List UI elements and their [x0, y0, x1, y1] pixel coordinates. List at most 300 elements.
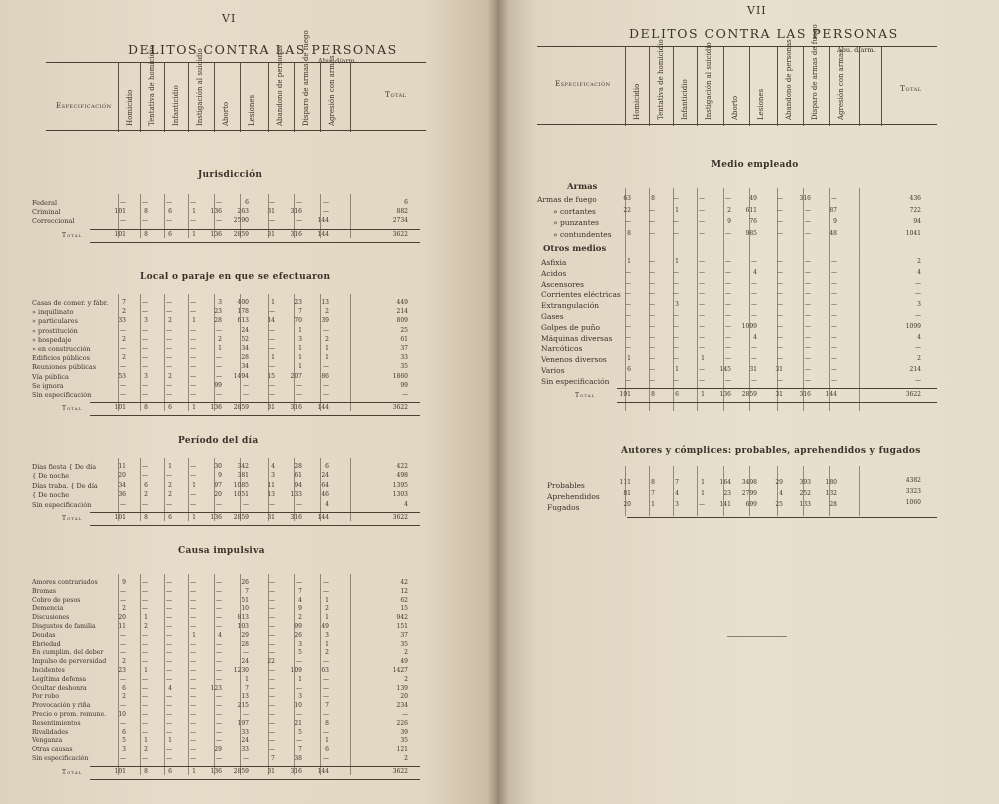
page-number: VII [747, 4, 767, 17]
header-top-rule [537, 46, 937, 47]
table-cell: 3 [218, 299, 222, 306]
table-cell: — [649, 312, 655, 319]
table-cell: — [190, 391, 196, 398]
table-cell: — [142, 702, 148, 710]
table-cell: — [166, 631, 172, 639]
table-cell: 2 [122, 308, 126, 316]
table-cell: 11 [118, 463, 126, 470]
table-cell: — [120, 755, 126, 762]
table-cell: 2 [325, 335, 329, 343]
table-cell: — [699, 376, 705, 384]
row-label: Discusiones [32, 614, 70, 622]
table-cell: — [190, 658, 196, 666]
table-cell: 133 [290, 491, 302, 499]
table-cell: 2 [727, 206, 731, 214]
table-cell: — [216, 391, 222, 398]
table-cell: — [777, 258, 783, 265]
page-title: DELITOS CONTRA LAS PERSONAS [128, 42, 398, 57]
table-cell: 1 [675, 206, 679, 214]
table-cell: 5 [298, 649, 302, 657]
table-cell: 8 [651, 195, 655, 202]
row-label: Provocación y riña [32, 702, 91, 710]
column-divider [164, 294, 165, 411]
table-cell: 9 [833, 218, 837, 225]
table-cell: — [296, 658, 302, 666]
table-cell: 2 [168, 317, 172, 325]
table-cell: — [216, 596, 222, 604]
row-label: Armas de fuego [537, 195, 597, 204]
table-cell: — [649, 333, 655, 341]
table-cell: — [805, 206, 811, 214]
row-total: 6 [404, 199, 408, 206]
table-cell: 1 [627, 355, 631, 363]
table-cell: 141 [719, 501, 731, 508]
end-rule [727, 636, 787, 637]
header-column-label: Lesiones [757, 88, 765, 120]
row-label: Acidos [541, 268, 567, 278]
column-divider [649, 188, 650, 411]
table-cell: 2 [168, 481, 172, 489]
table-cell: — [269, 737, 275, 745]
header-column-divider [214, 62, 215, 132]
table-cell: 2 [122, 693, 126, 701]
table-cell: — [777, 218, 783, 225]
header-column-divider [320, 62, 321, 132]
table-cell: 2 [325, 649, 329, 657]
column-divider [673, 188, 674, 411]
table-cell: 2799 [741, 490, 757, 497]
table-cell: 7 [325, 702, 329, 710]
table-cell: 4 [325, 500, 329, 508]
table-cell: — [296, 579, 302, 586]
table-cell: — [120, 649, 126, 657]
table-cell: 23 [118, 667, 126, 674]
table-cell: 49 [749, 195, 757, 202]
table-cell: — [805, 229, 811, 237]
table-cell: 81 [623, 490, 631, 497]
total-cell: 31 [267, 404, 275, 412]
total-bottom-rule [90, 242, 420, 243]
table-cell: — [166, 472, 172, 480]
row-total: 4 [917, 333, 921, 341]
table-cell: — [269, 335, 275, 343]
row-total: — [915, 279, 921, 287]
header-column-label: Abandono de personas [276, 45, 284, 126]
row-label: Fugados [547, 503, 580, 512]
row-label: Días traba. { De día [32, 481, 98, 490]
table-cell: — [269, 605, 275, 613]
total-label: Total [62, 768, 83, 776]
table-cell: — [673, 290, 679, 298]
row-label: Precio o prom. remune. [32, 711, 107, 718]
total-cell: 2859 [741, 390, 757, 398]
table-cell: — [166, 381, 172, 389]
table-cell: — [269, 711, 275, 718]
table-cell: — [269, 649, 275, 657]
table-cell: 24 [321, 472, 329, 480]
table-cell: 1099 [741, 322, 757, 330]
table-cell: — [805, 290, 811, 298]
table-cell: — [166, 363, 172, 371]
row-label: Días fiesta { De día [32, 463, 97, 471]
table-cell: — [120, 702, 126, 710]
table-cell: 8 [144, 208, 148, 216]
table-cell: — [166, 217, 172, 225]
header-column-divider [881, 46, 882, 126]
table-cell: 29 [214, 746, 222, 754]
row-total: 121 [396, 746, 408, 754]
table-cell: — [323, 579, 329, 586]
table-cell: — [323, 208, 329, 216]
table-cell: — [216, 326, 222, 334]
table-cell: — [725, 301, 731, 309]
section-title: Jurisdicción [198, 170, 263, 180]
table-cell: — [831, 312, 837, 319]
table-cell: — [166, 614, 172, 622]
table-cell: — [190, 491, 196, 499]
table-cell: — [777, 229, 783, 237]
header-column-label: Aborto [731, 95, 739, 120]
header-column-divider [723, 46, 724, 126]
table-cell: — [831, 344, 837, 352]
header-column-divider [625, 46, 626, 126]
table-cell: — [625, 322, 631, 330]
row-total: 226 [396, 719, 408, 727]
table-cell: 3498 [741, 479, 757, 486]
table-cell: — [805, 344, 811, 352]
row-total: — [915, 376, 921, 384]
header-spec: Especificación [56, 102, 112, 110]
table-cell: 23 [723, 490, 731, 497]
table-cell: 1 [168, 737, 172, 745]
total-cell: 31 [267, 514, 275, 521]
table-cell: 31 [267, 208, 275, 216]
table-cell: 3 [122, 746, 126, 754]
table-cell: 2590 [233, 217, 249, 225]
table-cell: — [190, 640, 196, 648]
table-cell: 34 [241, 363, 249, 371]
total-cell: 144 [317, 514, 329, 521]
table-cell: 2 [218, 335, 222, 343]
total-rule [90, 229, 420, 230]
total-cell: 1 [192, 767, 196, 775]
row-total: 1041 [905, 229, 921, 237]
table-cell: 48 [829, 229, 837, 237]
table-cell: 1 [144, 614, 148, 622]
section-title: Medio empleado [711, 160, 799, 170]
row-total: 4382 [905, 477, 921, 484]
table-cell: 207 [290, 372, 302, 380]
header-column-divider [803, 46, 804, 126]
table-cell: — [142, 335, 148, 343]
table-cell: 7 [271, 755, 275, 762]
table-cell: — [323, 363, 329, 371]
total-cell: 2859 [233, 230, 249, 238]
total-cell: 8 [144, 767, 148, 775]
table-cell: 1 [298, 354, 302, 362]
header-column-divider [268, 62, 269, 132]
total-cell: 144 [317, 404, 329, 412]
column-divider [829, 188, 830, 411]
row-total: 42 [400, 579, 408, 586]
table-cell: — [142, 363, 148, 371]
total-cell: 2859 [233, 767, 249, 775]
table-cell: 1 [271, 354, 275, 362]
table-cell: — [142, 649, 148, 657]
table-cell: — [243, 649, 249, 657]
table-cell: — [166, 693, 172, 701]
row-total: 2 [404, 675, 408, 683]
table-cell: 3 [144, 317, 148, 325]
row-total: 1427 [392, 667, 408, 674]
table-cell: 1 [651, 501, 655, 508]
table-cell: 813 [237, 614, 249, 622]
row-total: 94 [913, 218, 921, 225]
table-cell: 381 [237, 472, 249, 480]
table-cell: — [699, 195, 705, 202]
row-label: Casas de comer. y fábr. [32, 299, 109, 307]
table-cell: — [142, 711, 148, 718]
table-cell: 2 [122, 605, 126, 613]
table-cell: 1051 [233, 491, 249, 499]
section-title: Período del día [178, 436, 259, 446]
table-cell: — [216, 667, 222, 674]
table-cell: — [216, 649, 222, 657]
table-cell: 109 [290, 667, 302, 674]
table-cell: — [673, 333, 679, 341]
column-divider [320, 574, 321, 775]
row-total: 33 [400, 354, 408, 362]
table-cell: 2 [144, 623, 148, 630]
table-cell: 4 [753, 268, 757, 276]
table-cell: — [216, 658, 222, 666]
table-cell: — [649, 376, 655, 384]
table-cell: — [142, 579, 148, 586]
header-column-divider [649, 46, 650, 126]
table-cell: 11 [267, 481, 275, 489]
table-cell: — [269, 667, 275, 674]
table-cell: 4 [218, 631, 222, 639]
table-cell: — [190, 326, 196, 334]
table-cell: 111 [619, 479, 631, 486]
table-cell: — [216, 354, 222, 362]
table-cell: — [120, 199, 126, 206]
column-divider [118, 574, 119, 775]
table-cell: — [166, 746, 172, 754]
table-cell: — [831, 268, 837, 276]
table-cell: — [166, 308, 172, 316]
table-cell: — [216, 675, 222, 683]
table-cell: — [269, 391, 275, 398]
table-cell: — [166, 326, 172, 334]
section-title: Local o paraje en que se efectuaron [140, 272, 331, 282]
total-label: Total [62, 515, 83, 522]
table-cell: — [166, 299, 172, 306]
row-label: Asfixia [541, 258, 567, 267]
row-total: 2 [404, 649, 408, 657]
table-cell: — [120, 587, 126, 595]
table-cell: — [142, 308, 148, 316]
row-total: 37 [400, 631, 408, 639]
header-column-divider [350, 62, 351, 132]
table-cell: 38 [294, 755, 302, 762]
table-cell: — [216, 587, 222, 595]
table-cell: 52 [241, 335, 249, 343]
table-cell: — [216, 500, 222, 508]
table-cell: 3 [325, 631, 329, 639]
table-cell: 144 [317, 217, 329, 225]
table-cell: 22 [267, 658, 275, 666]
total-cell: 6 [168, 230, 172, 238]
total-cell: 6 [675, 390, 679, 398]
table-cell: — [166, 596, 172, 604]
table-cell: 4 [298, 596, 302, 604]
table-cell: — [269, 500, 275, 508]
table-cell: — [166, 658, 172, 666]
table-cell: — [649, 301, 655, 309]
header-column-label: Instigación al suicidio [705, 42, 713, 120]
table-cell: 7 [245, 587, 249, 595]
header-column-divider [673, 46, 674, 126]
table-cell: 34 [118, 481, 126, 489]
table-cell: 2 [298, 614, 302, 622]
table-cell: — [216, 640, 222, 648]
table-cell: 3 [298, 335, 302, 343]
column-divider [214, 574, 215, 775]
page-number: VI [222, 12, 237, 25]
table-cell: 28 [241, 640, 249, 648]
table-cell: 26 [294, 631, 302, 639]
table-cell: 180 [825, 479, 837, 486]
table-cell: — [625, 333, 631, 341]
row-label: Aprehendidos [547, 492, 600, 501]
total-label: Total [62, 405, 83, 413]
column-divider [749, 466, 750, 516]
total-bottom-rule [617, 402, 937, 403]
table-cell: — [243, 755, 249, 762]
table-cell: — [190, 587, 196, 595]
table-cell: 1085 [233, 481, 249, 489]
table-cell: — [673, 344, 679, 352]
table-cell: 1 [675, 366, 679, 373]
header-column-label: Agresión con armas [837, 49, 845, 120]
column-divider [859, 466, 860, 516]
table-cell: 1 [218, 345, 222, 352]
table-cell: — [323, 711, 329, 718]
table-cell: — [190, 667, 196, 674]
row-total: — [915, 312, 921, 319]
table-cell: — [142, 684, 148, 692]
table-cell: — [699, 290, 705, 298]
book-gutter [487, 0, 509, 804]
table-cell: 9 [727, 218, 731, 225]
table-cell: 1 [298, 675, 302, 683]
table-cell: — [751, 258, 757, 265]
row-total: — [915, 344, 921, 352]
table-cell: — [190, 199, 196, 206]
header-column-divider [118, 62, 119, 132]
row-total: 1060 [905, 499, 921, 506]
table-cell: — [142, 391, 148, 398]
row-total: 2 [404, 755, 408, 762]
table-cell: — [190, 684, 196, 692]
table-cell: — [323, 684, 329, 692]
table-cell: — [142, 640, 148, 648]
table-cell: — [142, 596, 148, 604]
column-divider [625, 188, 626, 411]
column-divider [350, 574, 351, 775]
table-cell: — [673, 322, 679, 330]
table-cell: 4 [271, 463, 275, 470]
table-cell: 1 [271, 299, 275, 306]
table-cell: — [323, 693, 329, 701]
table-cell: — [166, 755, 172, 762]
table-cell: 1 [192, 481, 196, 489]
column-divider [140, 574, 141, 775]
table-cell: 8 [627, 229, 631, 237]
table-cell: — [323, 755, 329, 762]
column-divider [673, 466, 674, 516]
header-column-label: Homicidio [633, 83, 641, 120]
table-cell: — [190, 335, 196, 343]
table-cell: — [649, 268, 655, 276]
table-cell: — [673, 279, 679, 287]
column-divider [268, 574, 269, 775]
total-cell: 1 [192, 514, 196, 521]
column-divider [294, 574, 295, 775]
table-cell: — [777, 206, 783, 214]
row-label: » inquilinato [32, 308, 74, 317]
table-cell: — [777, 290, 783, 298]
row-label: Sin especificación [541, 376, 610, 386]
table-cell: — [751, 312, 757, 319]
row-label: » prostitución [32, 326, 78, 335]
table-cell: — [269, 719, 275, 727]
total-cell: 101 [114, 767, 126, 775]
row-label: Cobro de pesos [32, 596, 81, 604]
table-cell: — [216, 579, 222, 586]
row-total: 1860 [392, 372, 408, 380]
row-label: » contundentes [553, 229, 612, 239]
row-label: Criminal [32, 208, 61, 217]
table-cell: — [142, 217, 148, 225]
row-label: » punzantes [553, 218, 599, 227]
column-divider [118, 294, 119, 411]
table-cell: 22 [623, 206, 631, 214]
column-divider [777, 188, 778, 411]
row-total: 498 [396, 472, 408, 480]
table-cell: — [751, 344, 757, 352]
table-cell: — [699, 333, 705, 341]
header-spec: Especificación [555, 80, 611, 88]
row-label: Ascensores [541, 279, 584, 289]
total-cell: 6 [168, 767, 172, 775]
table-cell: — [269, 728, 275, 736]
right-page [497, 0, 999, 804]
table-cell: — [190, 719, 196, 727]
table-cell: — [142, 719, 148, 727]
table-cell: 2 [122, 658, 126, 666]
table-cell: — [142, 381, 148, 389]
column-divider [350, 294, 351, 411]
header-abu: Abu. d/arm. [837, 46, 876, 54]
row-label: Sin especificación [32, 755, 89, 762]
table-cell: 1 [192, 317, 196, 325]
table-cell: 8 [651, 479, 655, 486]
row-total: 12 [400, 587, 408, 595]
row-label: Sin especificación [32, 391, 92, 399]
table-cell: 1 [325, 737, 329, 745]
